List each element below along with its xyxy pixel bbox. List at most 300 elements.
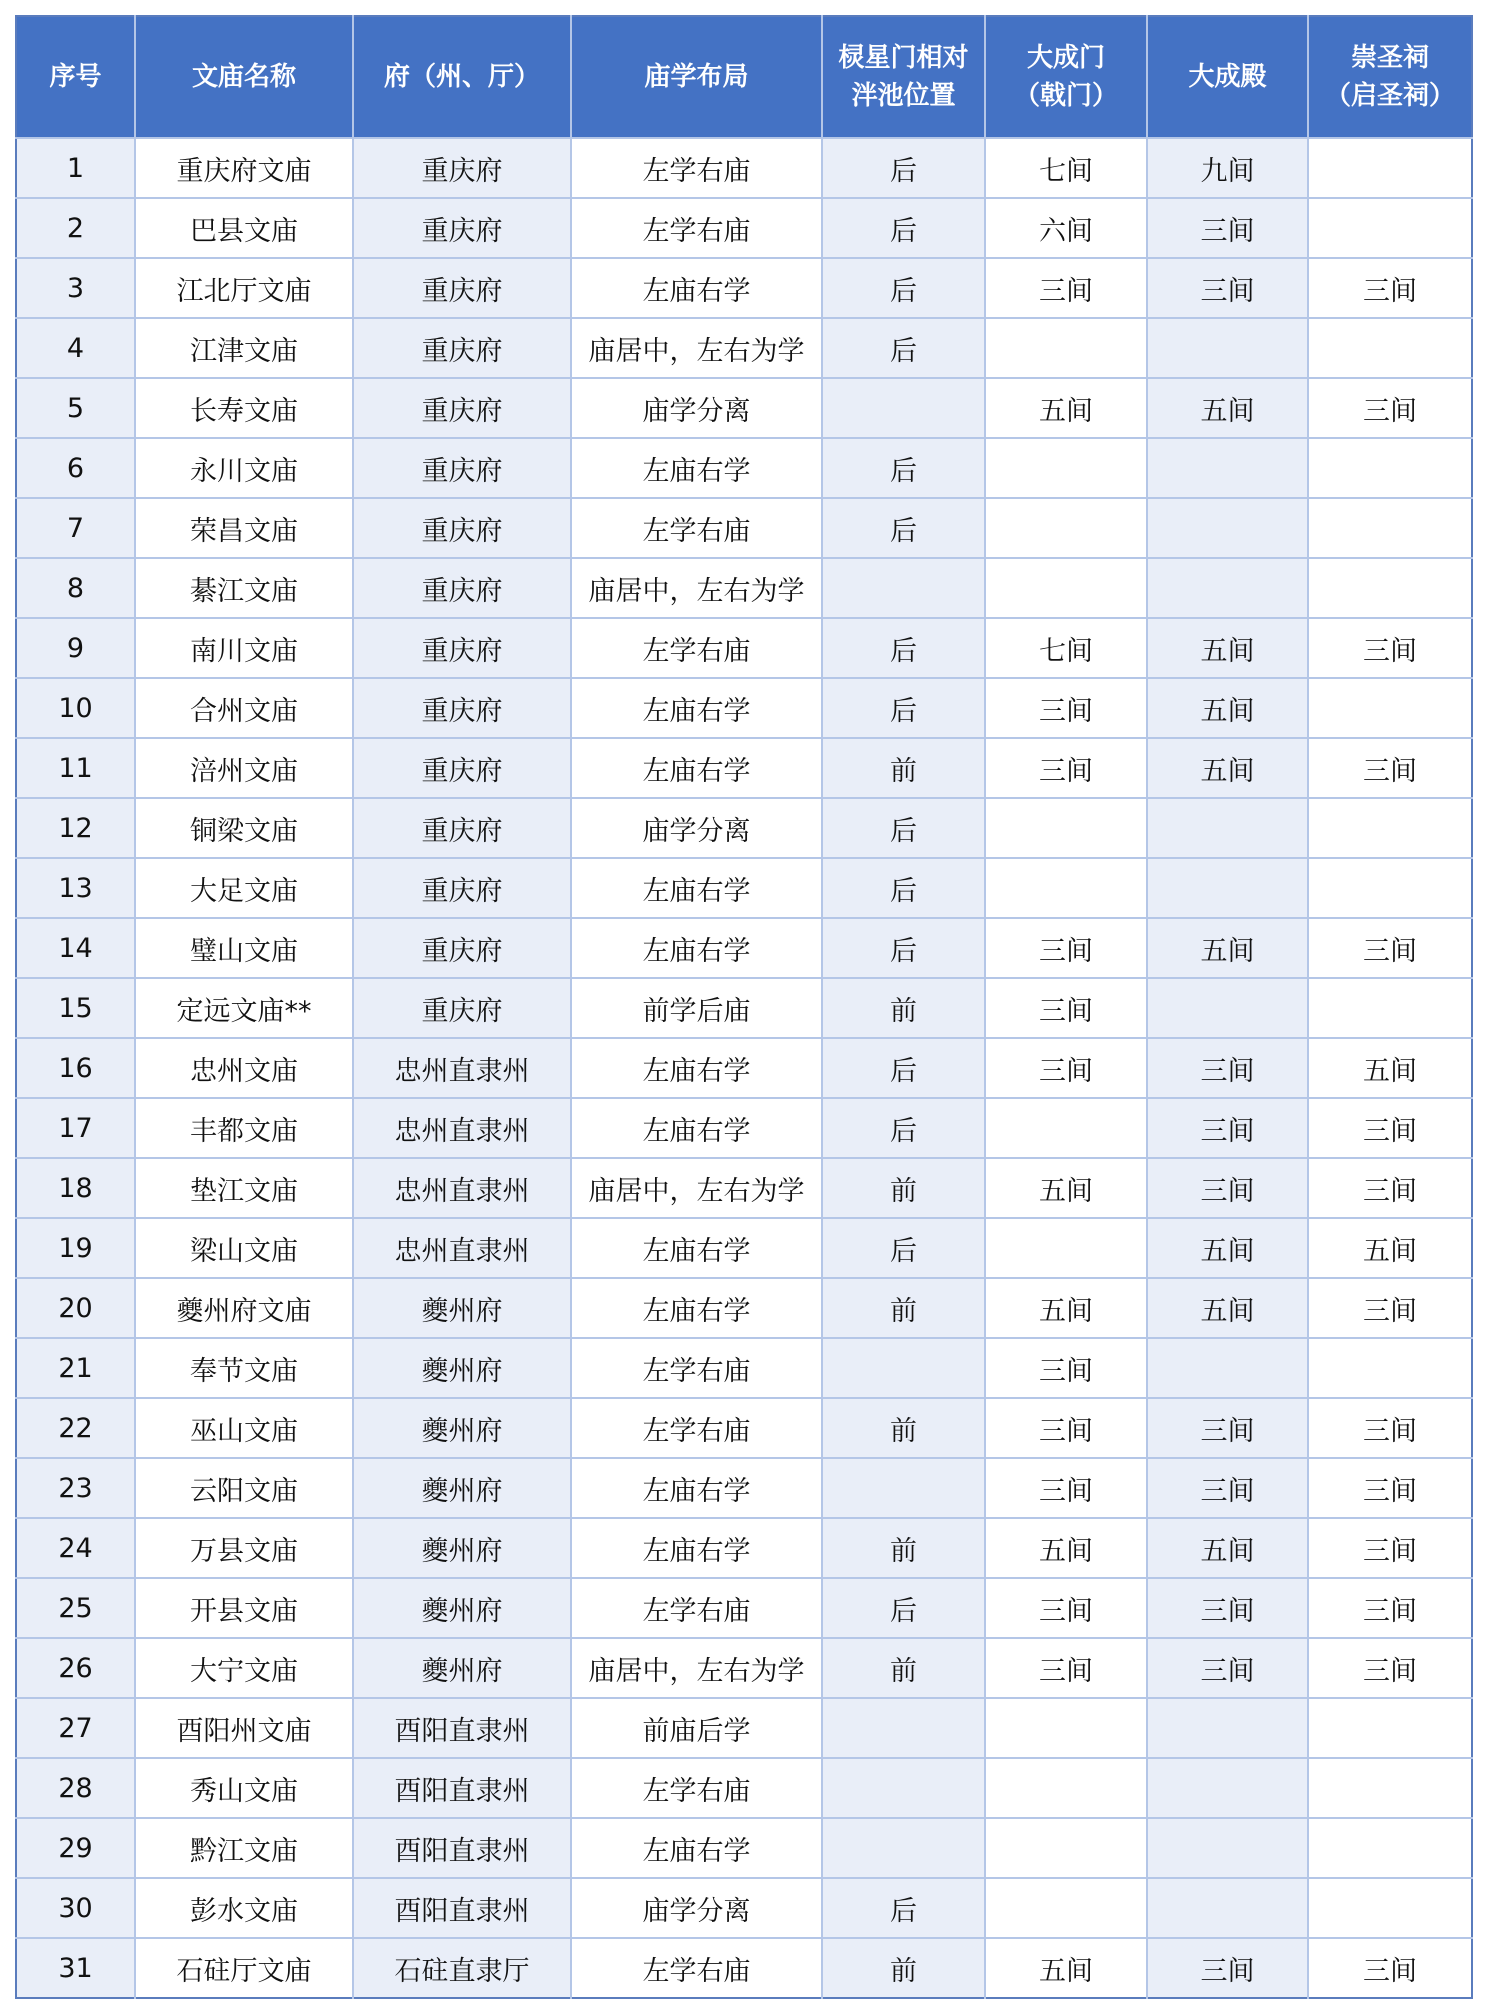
cell-prefecture: 重庆府 <box>353 918 571 978</box>
cell-dacheng-hall: 三间 <box>1147 1458 1308 1518</box>
cell-lingxing-gate-position: 前 <box>822 1638 985 1698</box>
cell-dacheng-gate: 三间 <box>985 1338 1147 1398</box>
cell-chongsheng-shrine <box>1308 138 1472 198</box>
cell-lingxing-gate-position: 后 <box>822 1038 985 1098</box>
table-row <box>16 1818 1472 1878</box>
header-prefecture <box>353 16 571 138</box>
cell-dacheng-hall <box>1147 558 1308 618</box>
cell-dacheng-hall: 五间 <box>1147 738 1308 798</box>
cell-temple-name: 璧山文庙 <box>135 918 353 978</box>
cell-dacheng-hall <box>1147 498 1308 558</box>
cell-dacheng-hall: 五间 <box>1147 1518 1308 1578</box>
cell-layout: 左庙右学 <box>571 1038 822 1098</box>
cell-index: 18 <box>16 1158 135 1218</box>
cell-lingxing-gate-position: 后 <box>822 1218 985 1278</box>
header-lingxing-gate-position <box>822 16 985 138</box>
cell-index: 27 <box>16 1698 135 1758</box>
cell-lingxing-gate-position: 前 <box>822 738 985 798</box>
cell-lingxing-gate-position: 后 <box>822 1098 985 1158</box>
cell-dacheng-gate <box>985 318 1147 378</box>
cell-prefecture: 重庆府 <box>353 138 571 198</box>
cell-lingxing-gate-position: 前 <box>822 978 985 1038</box>
cell-dacheng-hall: 三间 <box>1147 1578 1308 1638</box>
cell-lingxing-gate-position: 后 <box>822 1878 985 1938</box>
cell-index: 6 <box>16 438 135 498</box>
cell-prefecture: 忠州直隶州 <box>353 1038 571 1098</box>
cell-temple-name: 綦江文庙 <box>135 558 353 618</box>
cell-dacheng-hall: 三间 <box>1147 1938 1308 1998</box>
cell-index: 8 <box>16 558 135 618</box>
header-label-line: 序号 <box>49 62 102 92</box>
cell-temple-name: 开县文庙 <box>135 1578 353 1638</box>
header-dacheng-gate <box>985 16 1147 138</box>
cell-index: 20 <box>16 1278 135 1338</box>
cell-chongsheng-shrine: 三间 <box>1308 1458 1472 1518</box>
cell-prefecture: 石砫直隶厅 <box>353 1938 571 1998</box>
cell-dacheng-gate: 七间 <box>985 138 1147 198</box>
cell-temple-name: 永川文庙 <box>135 438 353 498</box>
cell-temple-name: 江津文庙 <box>135 318 353 378</box>
header-dacheng-hall <box>1147 16 1308 138</box>
cell-index: 30 <box>16 1878 135 1938</box>
cell-lingxing-gate-position <box>822 1758 985 1818</box>
cell-dacheng-gate <box>985 858 1147 918</box>
cell-lingxing-gate-position: 后 <box>822 198 985 258</box>
cell-layout: 左庙右学 <box>571 1458 822 1518</box>
table-body <box>16 138 1472 1998</box>
table-row <box>16 1758 1472 1818</box>
cell-lingxing-gate-position: 后 <box>822 858 985 918</box>
cell-temple-name: 重庆府文庙 <box>135 138 353 198</box>
cell-layout: 庙居中，左右为学 <box>571 1638 822 1698</box>
cell-layout: 庙学分离 <box>571 1878 822 1938</box>
cell-dacheng-gate <box>985 1698 1147 1758</box>
cell-chongsheng-shrine: 三间 <box>1308 1578 1472 1638</box>
header-label-line: （戟门） <box>1013 81 1118 111</box>
cell-layout: 左学右庙 <box>571 618 822 678</box>
cell-dacheng-gate <box>985 1098 1147 1158</box>
cell-layout: 前庙后学 <box>571 1698 822 1758</box>
table-row <box>16 1638 1472 1698</box>
cell-dacheng-hall <box>1147 318 1308 378</box>
header-label-line: 文庙名称 <box>191 62 296 92</box>
cell-index: 3 <box>16 258 135 318</box>
cell-dacheng-gate: 三间 <box>985 258 1147 318</box>
cell-layout: 左庙右学 <box>571 858 822 918</box>
cell-prefecture: 重庆府 <box>353 558 571 618</box>
table-row <box>16 1698 1472 1758</box>
cell-prefecture: 重庆府 <box>353 198 571 258</box>
cell-chongsheng-shrine: 三间 <box>1308 1278 1472 1338</box>
table-row <box>16 438 1472 498</box>
cell-temple-name: 巫山文庙 <box>135 1398 353 1458</box>
cell-temple-name: 南川文庙 <box>135 618 353 678</box>
cell-index: 9 <box>16 618 135 678</box>
cell-lingxing-gate-position: 后 <box>822 918 985 978</box>
cell-dacheng-hall: 五间 <box>1147 618 1308 678</box>
cell-dacheng-hall: 三间 <box>1147 258 1308 318</box>
cell-lingxing-gate-position: 后 <box>822 798 985 858</box>
table-row <box>16 798 1472 858</box>
cell-prefecture: 忠州直隶州 <box>353 1158 571 1218</box>
cell-layout: 左庙右学 <box>571 1518 822 1578</box>
cell-index: 25 <box>16 1578 135 1638</box>
cell-prefecture: 重庆府 <box>353 678 571 738</box>
cell-dacheng-gate: 三间 <box>985 978 1147 1038</box>
cell-index: 22 <box>16 1398 135 1458</box>
cell-chongsheng-shrine: 三间 <box>1308 1158 1472 1218</box>
cell-temple-name: 江北厅文庙 <box>135 258 353 318</box>
cell-index: 4 <box>16 318 135 378</box>
cell-temple-name: 垫江文庙 <box>135 1158 353 1218</box>
cell-temple-name: 石砫厅文庙 <box>135 1938 353 1998</box>
cell-temple-name: 合州文庙 <box>135 678 353 738</box>
cell-dacheng-gate: 三间 <box>985 1038 1147 1098</box>
cell-layout: 左学右庙 <box>571 1938 822 1998</box>
cell-temple-name: 秀山文庙 <box>135 1758 353 1818</box>
cell-temple-name: 忠州文庙 <box>135 1038 353 1098</box>
header-row <box>16 16 1472 138</box>
cell-layout: 左庙右学 <box>571 1278 822 1338</box>
cell-prefecture: 酉阳直隶州 <box>353 1878 571 1938</box>
table-row <box>16 1218 1472 1278</box>
cell-lingxing-gate-position <box>822 1818 985 1878</box>
cell-dacheng-gate <box>985 498 1147 558</box>
cell-temple-name: 大宁文庙 <box>135 1638 353 1698</box>
cell-layout: 左学右庙 <box>571 498 822 558</box>
cell-prefecture: 酉阳直隶州 <box>353 1698 571 1758</box>
cell-temple-name: 巴县文庙 <box>135 198 353 258</box>
cell-lingxing-gate-position <box>822 1338 985 1398</box>
table-row <box>16 1878 1472 1938</box>
cell-dacheng-gate <box>985 1758 1147 1818</box>
cell-chongsheng-shrine: 三间 <box>1308 1098 1472 1158</box>
table-row <box>16 1338 1472 1398</box>
cell-chongsheng-shrine: 三间 <box>1308 738 1472 798</box>
cell-dacheng-gate: 五间 <box>985 1518 1147 1578</box>
cell-index: 13 <box>16 858 135 918</box>
cell-prefecture: 夔州府 <box>353 1578 571 1638</box>
cell-dacheng-hall: 五间 <box>1147 1218 1308 1278</box>
cell-dacheng-hall: 三间 <box>1147 1038 1308 1098</box>
cell-dacheng-hall <box>1147 438 1308 498</box>
cell-dacheng-gate: 五间 <box>985 1278 1147 1338</box>
cell-dacheng-gate: 三间 <box>985 678 1147 738</box>
header-index <box>16 16 135 138</box>
header-label-line: 泮池位置 <box>851 81 956 111</box>
cell-dacheng-hall <box>1147 858 1308 918</box>
cell-dacheng-gate: 三间 <box>985 1458 1147 1518</box>
cell-chongsheng-shrine: 三间 <box>1308 378 1472 438</box>
table-row <box>16 198 1472 258</box>
cell-index: 26 <box>16 1638 135 1698</box>
cell-dacheng-hall <box>1147 978 1308 1038</box>
cell-dacheng-gate: 五间 <box>985 1938 1147 1998</box>
cell-layout: 左庙右学 <box>571 738 822 798</box>
cell-temple-name: 奉节文庙 <box>135 1338 353 1398</box>
cell-layout: 左学右庙 <box>571 1578 822 1638</box>
cell-dacheng-gate: 三间 <box>985 1638 1147 1698</box>
cell-dacheng-gate: 三间 <box>985 918 1147 978</box>
cell-temple-name: 夔州府文庙 <box>135 1278 353 1338</box>
cell-dacheng-hall <box>1147 1878 1308 1938</box>
table-row <box>16 1278 1472 1338</box>
cell-index: 28 <box>16 1758 135 1818</box>
cell-lingxing-gate-position <box>822 1698 985 1758</box>
cell-temple-name: 涪州文庙 <box>135 738 353 798</box>
table-row <box>16 918 1472 978</box>
cell-layout: 前学后庙 <box>571 978 822 1038</box>
cell-temple-name: 长寿文庙 <box>135 378 353 438</box>
cell-dacheng-gate <box>985 1818 1147 1878</box>
cell-prefecture: 重庆府 <box>353 618 571 678</box>
cell-dacheng-hall: 三间 <box>1147 1158 1308 1218</box>
table-row <box>16 318 1472 378</box>
cell-layout: 左学右庙 <box>571 138 822 198</box>
cell-temple-name: 梁山文庙 <box>135 1218 353 1278</box>
cell-temple-name: 丰都文庙 <box>135 1098 353 1158</box>
cell-index: 14 <box>16 918 135 978</box>
cell-layout: 庙居中，左右为学 <box>571 318 822 378</box>
cell-prefecture: 夔州府 <box>353 1398 571 1458</box>
cell-prefecture: 夔州府 <box>353 1278 571 1338</box>
cell-chongsheng-shrine <box>1308 1818 1472 1878</box>
cell-chongsheng-shrine: 三间 <box>1308 1638 1472 1698</box>
cell-prefecture: 重庆府 <box>353 438 571 498</box>
cell-index: 17 <box>16 1098 135 1158</box>
cell-layout: 左庙右学 <box>571 1218 822 1278</box>
cell-lingxing-gate-position: 前 <box>822 1938 985 1998</box>
table-row <box>16 1158 1472 1218</box>
temple-table-container <box>15 15 1471 1999</box>
cell-chongsheng-shrine <box>1308 858 1472 918</box>
table-row <box>16 738 1472 798</box>
cell-lingxing-gate-position: 前 <box>822 1518 985 1578</box>
cell-dacheng-hall <box>1147 1758 1308 1818</box>
cell-prefecture: 夔州府 <box>353 1638 571 1698</box>
cell-index: 16 <box>16 1038 135 1098</box>
cell-layout: 左庙右学 <box>571 678 822 738</box>
cell-layout: 庙学分离 <box>571 798 822 858</box>
cell-prefecture: 夔州府 <box>353 1518 571 1578</box>
cell-chongsheng-shrine: 三间 <box>1308 1518 1472 1578</box>
cell-dacheng-hall <box>1147 1698 1308 1758</box>
cell-chongsheng-shrine <box>1308 1698 1472 1758</box>
cell-prefecture: 夔州府 <box>353 1338 571 1398</box>
cell-temple-name: 定远文庙** <box>135 978 353 1038</box>
header-label-line: 大成门 <box>1026 43 1105 73</box>
table-row <box>16 258 1472 318</box>
cell-prefecture: 忠州直隶州 <box>353 1098 571 1158</box>
cell-dacheng-hall: 九间 <box>1147 138 1308 198</box>
cell-prefecture: 重庆府 <box>353 498 571 558</box>
cell-dacheng-hall: 三间 <box>1147 1638 1308 1698</box>
cell-lingxing-gate-position: 前 <box>822 1278 985 1338</box>
cell-index: 7 <box>16 498 135 558</box>
table-row <box>16 138 1472 198</box>
cell-index: 2 <box>16 198 135 258</box>
cell-dacheng-hall: 五间 <box>1147 678 1308 738</box>
table-row <box>16 678 1472 738</box>
cell-dacheng-hall: 五间 <box>1147 378 1308 438</box>
cell-prefecture: 夔州府 <box>353 1458 571 1518</box>
cell-layout: 左庙右学 <box>571 258 822 318</box>
cell-chongsheng-shrine <box>1308 498 1472 558</box>
cell-lingxing-gate-position <box>822 378 985 438</box>
cell-index: 19 <box>16 1218 135 1278</box>
table-row <box>16 618 1472 678</box>
cell-lingxing-gate-position: 前 <box>822 1398 985 1458</box>
cell-lingxing-gate-position <box>822 1458 985 1518</box>
cell-temple-name: 荣昌文庙 <box>135 498 353 558</box>
cell-dacheng-gate <box>985 558 1147 618</box>
table-row <box>16 1098 1472 1158</box>
cell-layout: 左学右庙 <box>571 1338 822 1398</box>
cell-chongsheng-shrine: 三间 <box>1308 1398 1472 1458</box>
cell-layout: 庙学分离 <box>571 378 822 438</box>
cell-prefecture: 重庆府 <box>353 978 571 1038</box>
cell-chongsheng-shrine <box>1308 558 1472 618</box>
header-label-line: 府（州、厅） <box>383 62 540 92</box>
cell-dacheng-hall <box>1147 1818 1308 1878</box>
cell-dacheng-gate: 六间 <box>985 198 1147 258</box>
cell-layout: 庙居中，左右为学 <box>571 558 822 618</box>
cell-dacheng-gate: 三间 <box>985 1578 1147 1638</box>
cell-prefecture: 重庆府 <box>353 798 571 858</box>
cell-prefecture: 酉阳直隶州 <box>353 1758 571 1818</box>
cell-layout: 左学右庙 <box>571 1758 822 1818</box>
cell-prefecture: 重庆府 <box>353 378 571 438</box>
cell-dacheng-gate <box>985 1878 1147 1938</box>
cell-index: 21 <box>16 1338 135 1398</box>
cell-chongsheng-shrine <box>1308 978 1472 1038</box>
cell-chongsheng-shrine <box>1308 198 1472 258</box>
table-row <box>16 1578 1472 1638</box>
cell-layout: 左学右庙 <box>571 198 822 258</box>
cell-dacheng-hall <box>1147 1338 1308 1398</box>
cell-dacheng-hall <box>1147 798 1308 858</box>
cell-temple-name: 黔江文庙 <box>135 1818 353 1878</box>
cell-lingxing-gate-position: 后 <box>822 258 985 318</box>
header-label-line: 崇圣祠 <box>1350 43 1429 73</box>
cell-index: 1 <box>16 138 135 198</box>
cell-index: 31 <box>16 1938 135 1998</box>
cell-temple-name: 彭水文庙 <box>135 1878 353 1938</box>
cell-chongsheng-shrine: 三间 <box>1308 258 1472 318</box>
cell-dacheng-hall: 三间 <box>1147 1098 1308 1158</box>
cell-lingxing-gate-position: 后 <box>822 618 985 678</box>
cell-layout: 庙居中，左右为学 <box>571 1158 822 1218</box>
header-label-line: 庙学布局 <box>644 62 749 92</box>
cell-lingxing-gate-position: 后 <box>822 138 985 198</box>
cell-lingxing-gate-position: 后 <box>822 438 985 498</box>
cell-chongsheng-shrine <box>1308 798 1472 858</box>
cell-dacheng-gate <box>985 1218 1147 1278</box>
cell-prefecture: 忠州直隶州 <box>353 1218 571 1278</box>
cell-index: 5 <box>16 378 135 438</box>
cell-index: 10 <box>16 678 135 738</box>
cell-layout: 左庙右学 <box>571 1818 822 1878</box>
cell-prefecture: 重庆府 <box>353 318 571 378</box>
header-chongsheng-shrine <box>1308 16 1472 138</box>
cell-dacheng-hall: 五间 <box>1147 918 1308 978</box>
cell-index: 11 <box>16 738 135 798</box>
cell-dacheng-hall: 三间 <box>1147 198 1308 258</box>
cell-lingxing-gate-position: 后 <box>822 678 985 738</box>
cell-index: 23 <box>16 1458 135 1518</box>
cell-chongsheng-shrine: 五间 <box>1308 1038 1472 1098</box>
cell-chongsheng-shrine: 三间 <box>1308 618 1472 678</box>
cell-lingxing-gate-position <box>822 558 985 618</box>
cell-lingxing-gate-position: 后 <box>822 1578 985 1638</box>
cell-index: 24 <box>16 1518 135 1578</box>
cell-chongsheng-shrine <box>1308 318 1472 378</box>
cell-dacheng-gate: 五间 <box>985 1158 1147 1218</box>
header-layout <box>571 16 822 138</box>
confucian-temple-table <box>15 15 1473 1999</box>
cell-layout: 左庙右学 <box>571 438 822 498</box>
table-row <box>16 378 1472 438</box>
cell-dacheng-gate <box>985 798 1147 858</box>
cell-temple-name: 酉阳州文庙 <box>135 1698 353 1758</box>
table-row <box>16 1398 1472 1458</box>
cell-prefecture: 重庆府 <box>353 738 571 798</box>
cell-prefecture: 重庆府 <box>353 858 571 918</box>
cell-chongsheng-shrine <box>1308 438 1472 498</box>
cell-chongsheng-shrine <box>1308 678 1472 738</box>
cell-index: 12 <box>16 798 135 858</box>
cell-temple-name: 铜梁文庙 <box>135 798 353 858</box>
cell-chongsheng-shrine <box>1308 1758 1472 1818</box>
cell-layout: 左庙右学 <box>571 1098 822 1158</box>
table-row <box>16 498 1472 558</box>
table-row <box>16 978 1472 1038</box>
cell-temple-name: 大足文庙 <box>135 858 353 918</box>
cell-dacheng-hall: 五间 <box>1147 1278 1308 1338</box>
cell-temple-name: 云阳文庙 <box>135 1458 353 1518</box>
header-label-line: 大成殿 <box>1188 62 1267 92</box>
cell-dacheng-hall: 三间 <box>1147 1398 1308 1458</box>
cell-chongsheng-shrine: 五间 <box>1308 1218 1472 1278</box>
cell-dacheng-gate: 七间 <box>985 618 1147 678</box>
header-label-line: 棂星门相对 <box>838 43 969 73</box>
cell-chongsheng-shrine: 三间 <box>1308 1938 1472 1998</box>
table-row <box>16 1458 1472 1518</box>
cell-dacheng-gate: 五间 <box>985 378 1147 438</box>
table-row <box>16 558 1472 618</box>
table-header <box>16 16 1472 138</box>
table-row <box>16 1518 1472 1578</box>
header-temple-name <box>135 16 353 138</box>
cell-temple-name: 万县文庙 <box>135 1518 353 1578</box>
cell-lingxing-gate-position: 后 <box>822 318 985 378</box>
table-row <box>16 858 1472 918</box>
cell-prefecture: 重庆府 <box>353 258 571 318</box>
cell-layout: 左学右庙 <box>571 1398 822 1458</box>
cell-layout: 左庙右学 <box>571 918 822 978</box>
cell-index: 29 <box>16 1818 135 1878</box>
cell-prefecture: 酉阳直隶州 <box>353 1818 571 1878</box>
header-label-line: （启圣祠） <box>1324 81 1455 111</box>
cell-dacheng-gate: 三间 <box>985 1398 1147 1458</box>
cell-chongsheng-shrine <box>1308 1338 1472 1398</box>
cell-chongsheng-shrine: 三间 <box>1308 918 1472 978</box>
cell-dacheng-gate <box>985 438 1147 498</box>
table-row <box>16 1938 1472 1998</box>
table-row <box>16 1038 1472 1098</box>
cell-dacheng-gate: 三间 <box>985 738 1147 798</box>
cell-lingxing-gate-position: 前 <box>822 1158 985 1218</box>
